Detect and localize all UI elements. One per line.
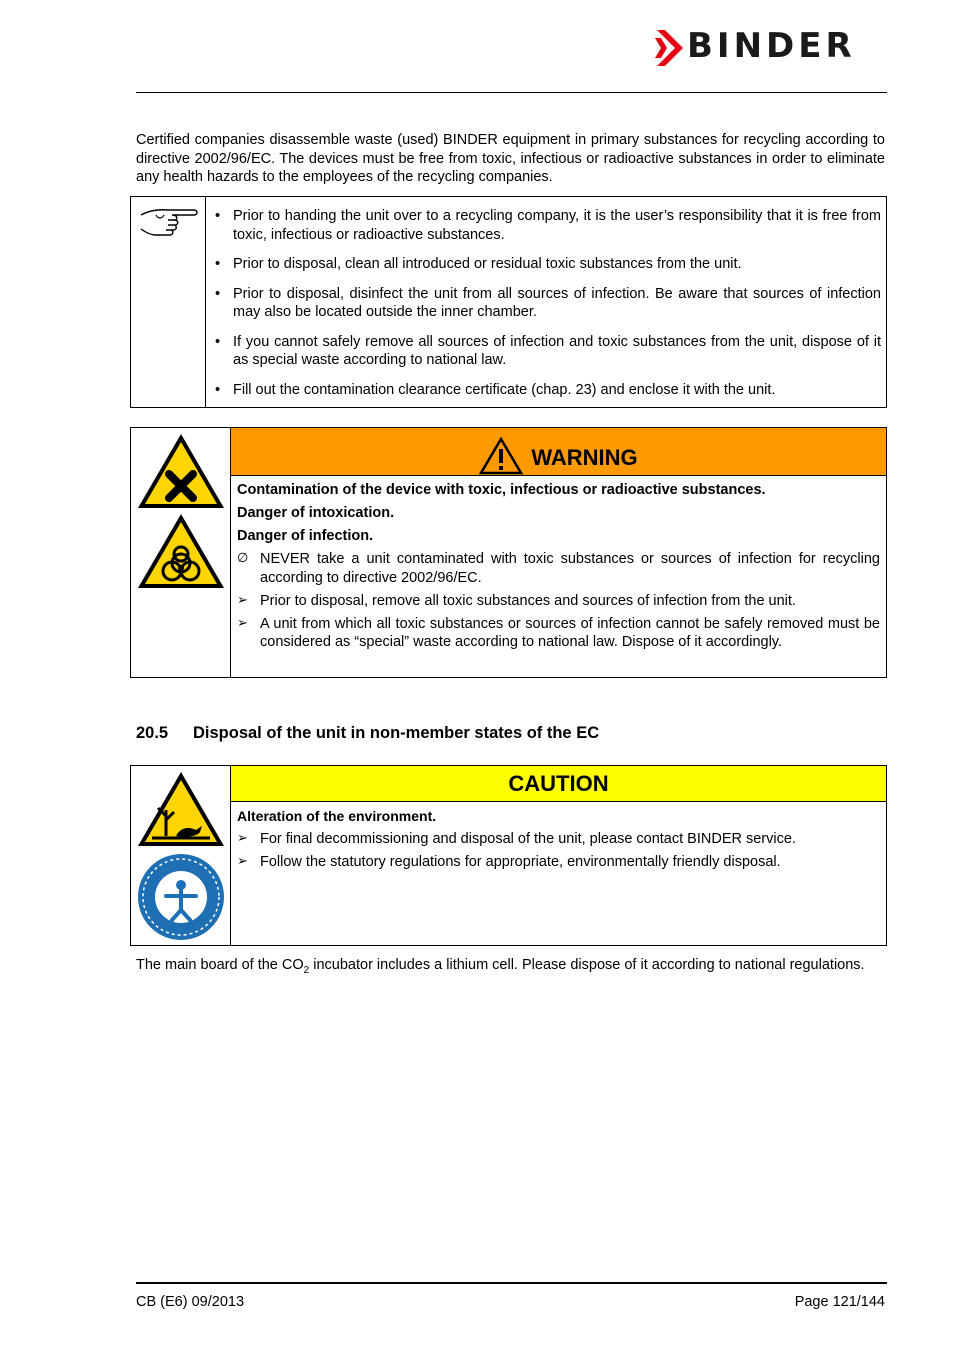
note-item: • Fill out the contamination clearance certificate (chap. 23) and enclose it with the unit. [206,381,881,400]
outro-subscript: 2 [303,964,310,976]
arrow-marker-icon: ➢ [237,854,248,869]
note-item: • If you cannot safely remove all sources of infection and toxic substances from the unit, dispose of it as special waste according to national law. [206,333,881,370]
section-title: Disposal of the unit in non-member states of the EC [193,724,600,742]
binder-logo-mark-icon [655,30,685,66]
warning-title-row [231,437,886,475]
warning-item-text: NEVER take a unit contaminated with toxic substances or sources of infection for recycling according to directive 2002/96/EC. [260,551,880,586]
outro-paragraph [136,956,885,980]
outro-text-start: The main board of the CO [136,957,304,973]
footer-page-number: Page 121/144 [794,1294,885,1310]
warning-title: WARNING [531,445,638,470]
warning-item-text: A unit from which all toxic substances or sources of infection cannot be safely removed must be considered as “special” waste according to national law. Dispose of it accordingly. [260,615,880,650]
footer-doc-id: CB (E6) 09/2013 [136,1294,245,1310]
header-rule [136,92,887,93]
caution-band [231,766,886,802]
caution-title: CAUTION [508,771,609,796]
caution-item-text: Follow the statutory regulations for appropriate, environmentally friendly disposal. [260,854,781,870]
intro-paragraph: Certified companies disassemble waste (used) BINDER equipment in primary substances for recycling according to directive 2002/96/EC. The devices must be free from toxic, infectious or radioactive substances in order to eliminate any health hazards to the employees of the recycling companies. [136,132,885,185]
binder-logo [655,26,890,66]
caution-body [237,807,880,876]
section-heading [136,724,599,743]
exclamation-warning-icon [479,437,523,475]
warning-item-text: Prior to disposal, remove all toxic substances and sources of infection from the unit. [260,592,796,609]
brand-name: BINDER [687,26,856,66]
footer-rule [136,1282,887,1284]
caution-item-text: For final decommissioning and disposal of the unit, please contact BINDER service. [260,831,796,847]
section-number: 20.5 [136,724,169,742]
warning-bold-line: Danger of infection. [237,528,374,544]
environmental-protection-icon [136,852,226,942]
caution-item [237,853,880,872]
arrow-marker-icon: ➢ [237,592,248,608]
note-icon-cell [131,197,206,407]
note-box [130,196,887,408]
note-item: • Prior to handing the unit over to a recycling company, it is the user’s responsibility that it is free from toxic, infectious or radioactive substances. [206,207,881,244]
caution-item [237,830,880,849]
note-item: • Prior to disposal, clean all introduced or residual toxic substances from the unit. [206,255,881,274]
note-item: • Prior to disposal, disinfect the unit from all sources of infection. Be aware that sources of infection may also be located outside the inner chamber. [206,285,881,322]
arrow-marker-icon: ➢ [237,831,248,846]
biohazard-warning-icon [136,512,226,590]
warning-bold-line: Danger of intoxication. [237,505,395,521]
warning-band [231,428,886,476]
warning-item [237,592,880,611]
warning-body [237,481,880,656]
warning-icon-cell [131,428,231,677]
warning-item [237,615,880,652]
pointing-hand-icon [138,205,202,245]
arrow-marker-icon: ➢ [237,615,248,631]
prohibition-marker-icon: ∅ [237,551,249,566]
warning-item [237,550,880,587]
caution-icon-cell [131,766,231,945]
outro-text-end: incubator includes a lithium cell. Please dispose of it according to national regulations. [309,957,865,973]
environment-hazard-warning-icon [136,770,226,848]
caution-box [130,765,887,946]
warning-box [130,427,887,678]
caution-bold-line: Alteration of the environment. [237,808,437,824]
warning-bold-line: Contamination of the device with toxic, infectious or radioactive substances. [237,482,766,498]
note-list [206,207,881,410]
harmful-substance-warning-icon [136,432,226,510]
